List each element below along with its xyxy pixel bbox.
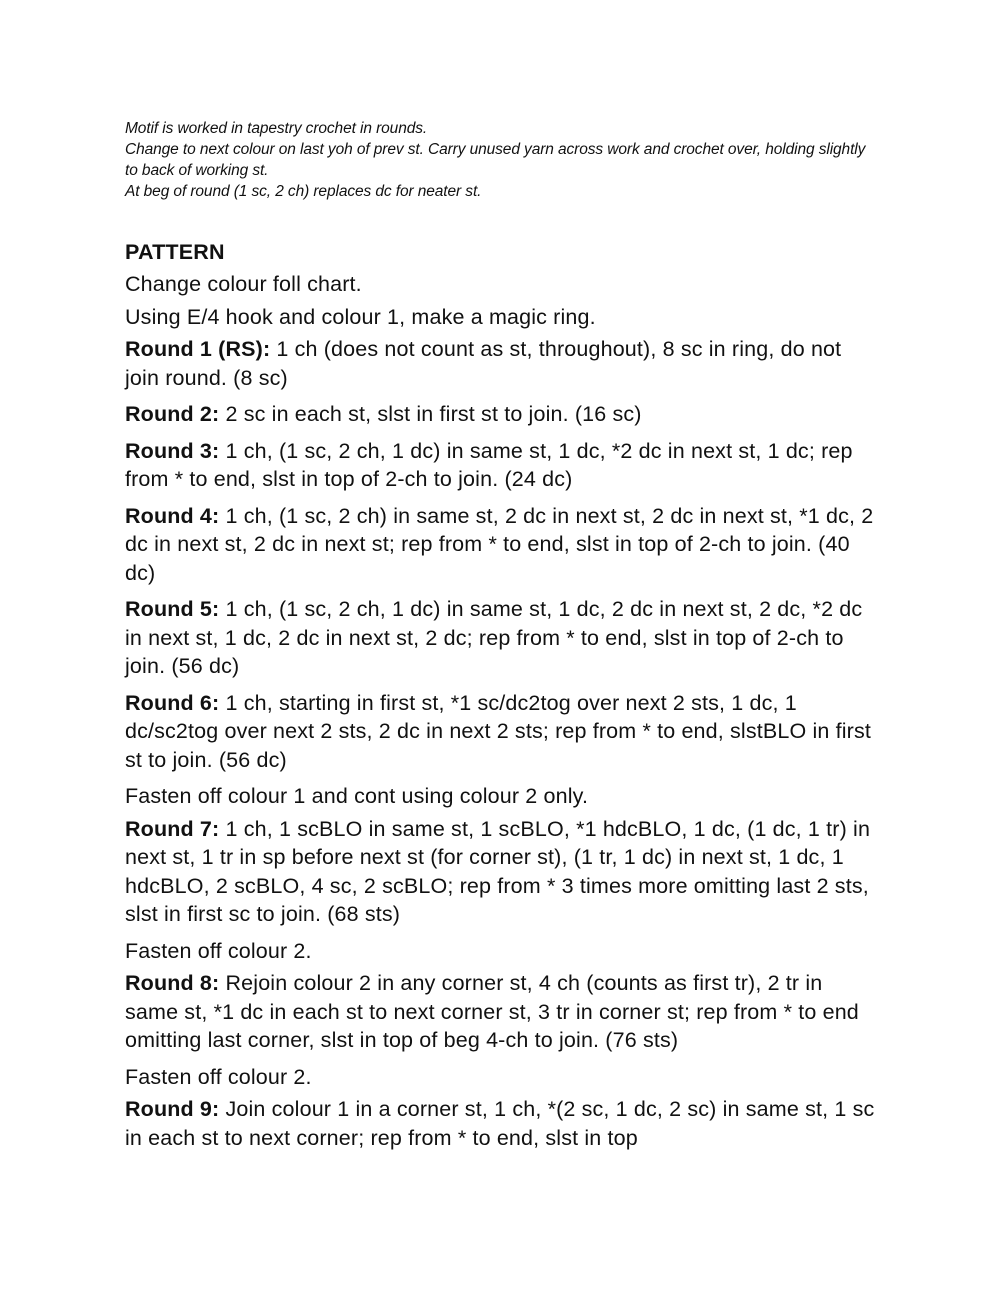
round-text: 1 ch, (1 sc, 2 ch, 1 dc) in same st, 1 dc, *2 dc in next st, 1 dc; rep from * to end, slst in top of 2-ch to join. (24 dc)	[125, 438, 853, 491]
round-text: 1 ch, starting in first st, *1 sc/dc2tog over next 2 sts, 1 dc, 1 dc/sc2tog over next 2 sts, 2 dc in next 2 sts; rep from * to end, slstBLO in first st to join. (56 dc)	[125, 690, 872, 772]
fasten-off-note: Fasten off colour 1 and cont using colour 2 only.	[125, 784, 589, 808]
instruction-paragraph: Change colour foll chart.	[125, 272, 362, 296]
round-text: 1 ch, 1 scBLO in same st, 1 scBLO, *1 hdcBLO, 1 dc, (1 dc, 1 tr) in next st, 1 tr in sp before next st (for corner st), (1 tr, 1 dc) in next st, 1 dc, 1 hdcBLO, 2 scBLO, 4 sc, 2 scBLO; rep from * 3 times more omitting last 2 sts, slst in first sc to join. (68 sts)	[125, 816, 871, 926]
round-label: Round 4:	[125, 503, 220, 528]
fasten-off-note: Fasten off colour 2.	[125, 1064, 312, 1089]
round-label: Round 7:	[125, 816, 220, 841]
round-label: Round 3:	[125, 438, 220, 463]
round-label: Round 1 (RS):	[125, 337, 271, 361]
fasten-off-note: Fasten off colour 2.	[125, 938, 312, 963]
round-1	[125, 335, 875, 392]
round-label: Round 8:	[125, 971, 220, 995]
round-7	[125, 815, 875, 929]
round-label: Round 6:	[125, 690, 220, 715]
round-text: 2 sc in each st, slst in first st to join. (16 sc)	[219, 402, 642, 426]
note-line: At beg of round (1 sc, 2 ch) replaces dc for neater st.	[125, 183, 482, 200]
round-text: 1 ch, (1 sc, 2 ch, 1 dc) in same st, 1 dc, 2 dc in next st, 2 dc, *2 dc in next st, 1 dc, 2 dc in next st, 2 dc; rep from * to end, slst in top of 2-ch to join. (56 dc)	[125, 597, 863, 678]
round-text: Join colour 1 in a corner st, 1 ch, *(2 sc, 1 dc, 2 sc) in same st, 1 sc in each st to next corner; rep from * to end, slst in top	[125, 1097, 875, 1150]
round-5	[125, 595, 875, 681]
round-text: 1 ch, (1 sc, 2 ch) in same st, 2 dc in next st, 2 dc in next st, *1 dc, 2 dc in next st, 2 dc in next st; rep from * to end, slst in top of 2-ch to join. (40 dc)	[125, 503, 874, 585]
note-line: Change to next colour on last yoh of prev st. Carry unused yarn across work and crochet over, holding slightly to back of working st.	[125, 141, 866, 179]
pattern-heading: PATTERN	[125, 240, 225, 264]
round-3	[125, 437, 875, 494]
round-label: Round 9:	[125, 1097, 220, 1121]
round-2	[125, 400, 875, 429]
note-line: Motif is worked in tapestry crochet in rounds.	[125, 120, 428, 137]
round-text: Rejoin colour 2 in any corner st, 4 ch (counts as first tr), 2 tr in same st, *1 dc in each st to next corner st, 3 tr in corner st; rep from * to end omitting last corner, slst in top of beg 4-ch to join. (76 sts)	[125, 971, 859, 1052]
pattern-page	[125, 118, 875, 1152]
round-label: Round 5:	[125, 597, 220, 621]
round-9	[125, 1095, 875, 1152]
round-8	[125, 969, 875, 1055]
round-label: Round 2:	[125, 402, 220, 426]
round-6	[125, 689, 875, 775]
round-text: 1 ch (does not count as st, throughout), 8 sc in ring, do not join round. (8 sc)	[125, 337, 842, 390]
notes-block	[125, 118, 875, 202]
instruction-paragraph: Using E/4 hook and colour 1, make a magic ring.	[125, 304, 596, 329]
round-4	[125, 502, 875, 588]
